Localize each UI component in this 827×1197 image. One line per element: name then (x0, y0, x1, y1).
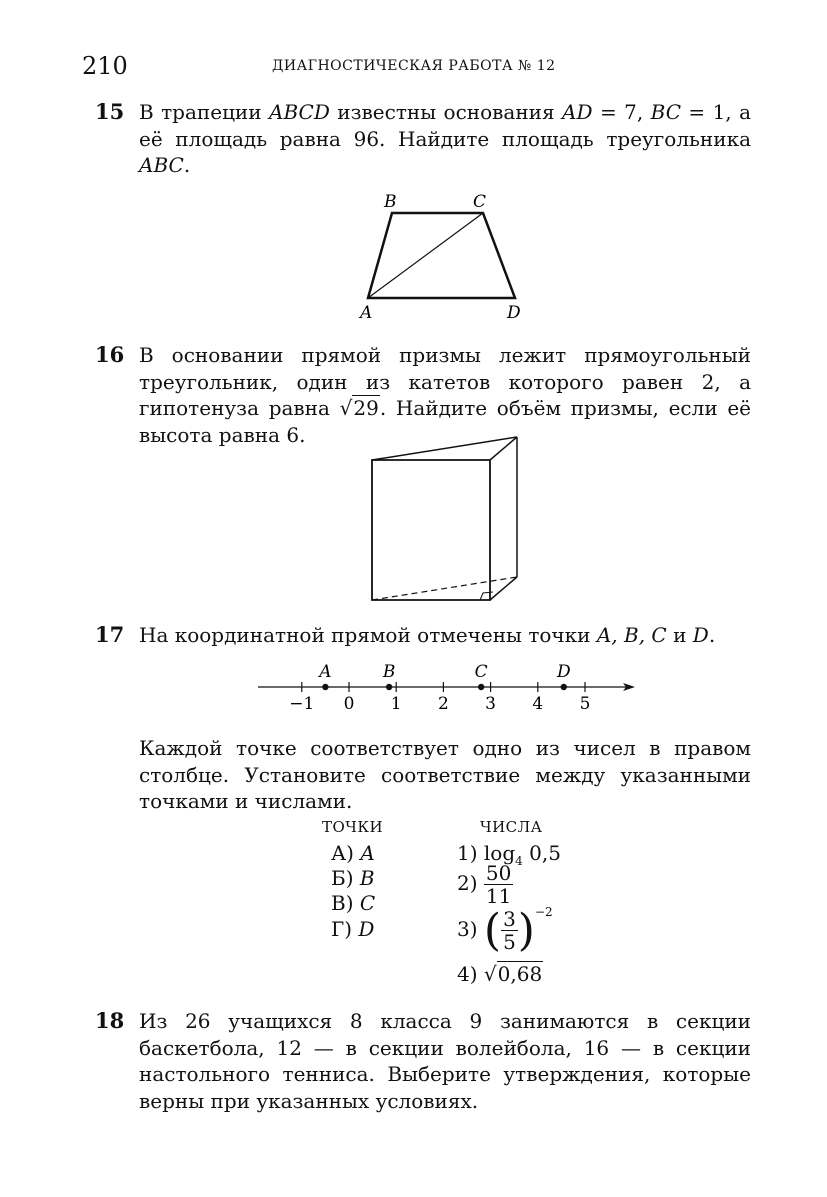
label-c: C (473, 192, 487, 212)
math-var: C (359, 891, 376, 915)
math-var: AD (562, 100, 593, 124)
point-label: B (382, 662, 396, 682)
numerator: 50 (485, 861, 512, 885)
text: . (183, 153, 191, 177)
point-d (561, 684, 567, 690)
log-argument: 0,5 (529, 841, 561, 865)
fraction (484, 862, 513, 907)
math-var: ABC (139, 153, 184, 177)
point-option-d (331, 917, 374, 941)
point-option-b (331, 866, 375, 890)
math-var: B (359, 866, 375, 890)
tick-label: 0 (343, 694, 355, 714)
page-number: 210 (82, 52, 128, 80)
trapezoid-figure (350, 185, 540, 325)
point-label: C (474, 662, 488, 682)
task-number: 18 (95, 1008, 125, 1033)
option-prefix: 4) (457, 962, 478, 986)
tick-label: 3 (485, 694, 497, 714)
radicand: 0,68 (497, 962, 543, 986)
column-points-header: ТОЧКИ (322, 818, 384, 836)
label-d: D (507, 303, 521, 323)
option-prefix: Б) (331, 866, 354, 890)
point-option-c (331, 891, 375, 915)
task-number: 15 (95, 99, 125, 124)
number-line (250, 655, 650, 715)
point-a (322, 684, 328, 690)
denominator: 5 (503, 930, 516, 954)
right-paren: ) (517, 905, 535, 956)
text: = 1, (681, 100, 732, 124)
trapezoid-outline (368, 213, 515, 298)
option-prefix: Г) (331, 917, 353, 941)
task-17-text (139, 622, 751, 649)
running-title: ДИАГНОСТИЧЕСКАЯ РАБОТА № 12 (272, 58, 556, 74)
math-var: A, B, C (596, 623, 667, 647)
sqrt-29: √29 (339, 396, 379, 420)
text: а её площадь равна 96. Найдите площадь треугольника (139, 100, 752, 151)
numerator: 3 (503, 907, 516, 931)
text: В основании прямой призмы лежит прямоугольный треугольник, один из катетов которого равен 2, а гипотенуза равна (139, 343, 751, 420)
option-prefix: В) (331, 891, 354, 915)
point-option-a (331, 841, 375, 865)
task-number: 17 (95, 622, 125, 647)
hidden-edge (372, 577, 517, 600)
task-number: 16 (95, 342, 125, 367)
number-option-2 (457, 862, 513, 907)
point-label: A (319, 662, 332, 682)
prism-top-edge (372, 437, 517, 460)
exponent: −2 (534, 905, 553, 920)
tick-label: 4 (532, 694, 544, 714)
text: известны основания (329, 100, 563, 124)
text: . (708, 623, 716, 647)
math-var: D (358, 917, 375, 941)
text: = 7, (592, 100, 651, 124)
option-prefix: 3) (457, 917, 478, 941)
sqrt: √0,68 (483, 962, 543, 986)
point-c (478, 684, 484, 690)
task-18-text: Из 26 учащихся 8 класса 9 занимаются в секции баскетбола, 12 — в секции волейбола, 16 — в секции настольного тенниса. Выберите утверждения, которые верны при указанных условиях. (139, 1009, 751, 1113)
label-b: B (384, 192, 397, 212)
text: . Найдите объём призмы, если её высота равна 6. (139, 396, 751, 447)
math-var: D (692, 623, 709, 647)
math-var: A (360, 841, 375, 865)
number-option-4 (457, 962, 543, 986)
radicand: 29 (353, 396, 379, 420)
log: log (483, 841, 516, 865)
task-15-text (139, 99, 751, 179)
text: В трапеции (139, 100, 270, 124)
tick-label: 5 (579, 694, 591, 714)
column-numbers-header: ЧИСЛА (480, 818, 543, 836)
tick-label: −1 (289, 694, 315, 714)
point-b (386, 684, 392, 690)
denominator: 11 (485, 884, 512, 908)
text: На координатной прямой отмечены точки (139, 623, 597, 647)
prism-figure (362, 430, 532, 610)
prism-front-face (372, 460, 490, 600)
option-prefix: 1) (457, 841, 478, 865)
left-paren: ( (483, 905, 502, 956)
fraction (501, 908, 518, 953)
point-label: D (556, 662, 571, 682)
number-option-3 (457, 905, 553, 956)
option-prefix: А) (331, 841, 354, 865)
math-var: BC (650, 100, 681, 124)
tick-label: 1 (390, 694, 402, 714)
math-var: ABCD (269, 100, 330, 124)
diagonal-ac (368, 213, 483, 298)
task-17-instruction: Каждой точке соответствует одно из чисел в правом столбце. Установите соответствие между указанными точками и числами. (139, 736, 751, 813)
option-prefix: 2) (457, 871, 478, 895)
log-base: 4 (515, 854, 523, 868)
text: и (666, 623, 693, 647)
tick-label: 2 (437, 694, 449, 714)
label-a: A (360, 303, 373, 323)
